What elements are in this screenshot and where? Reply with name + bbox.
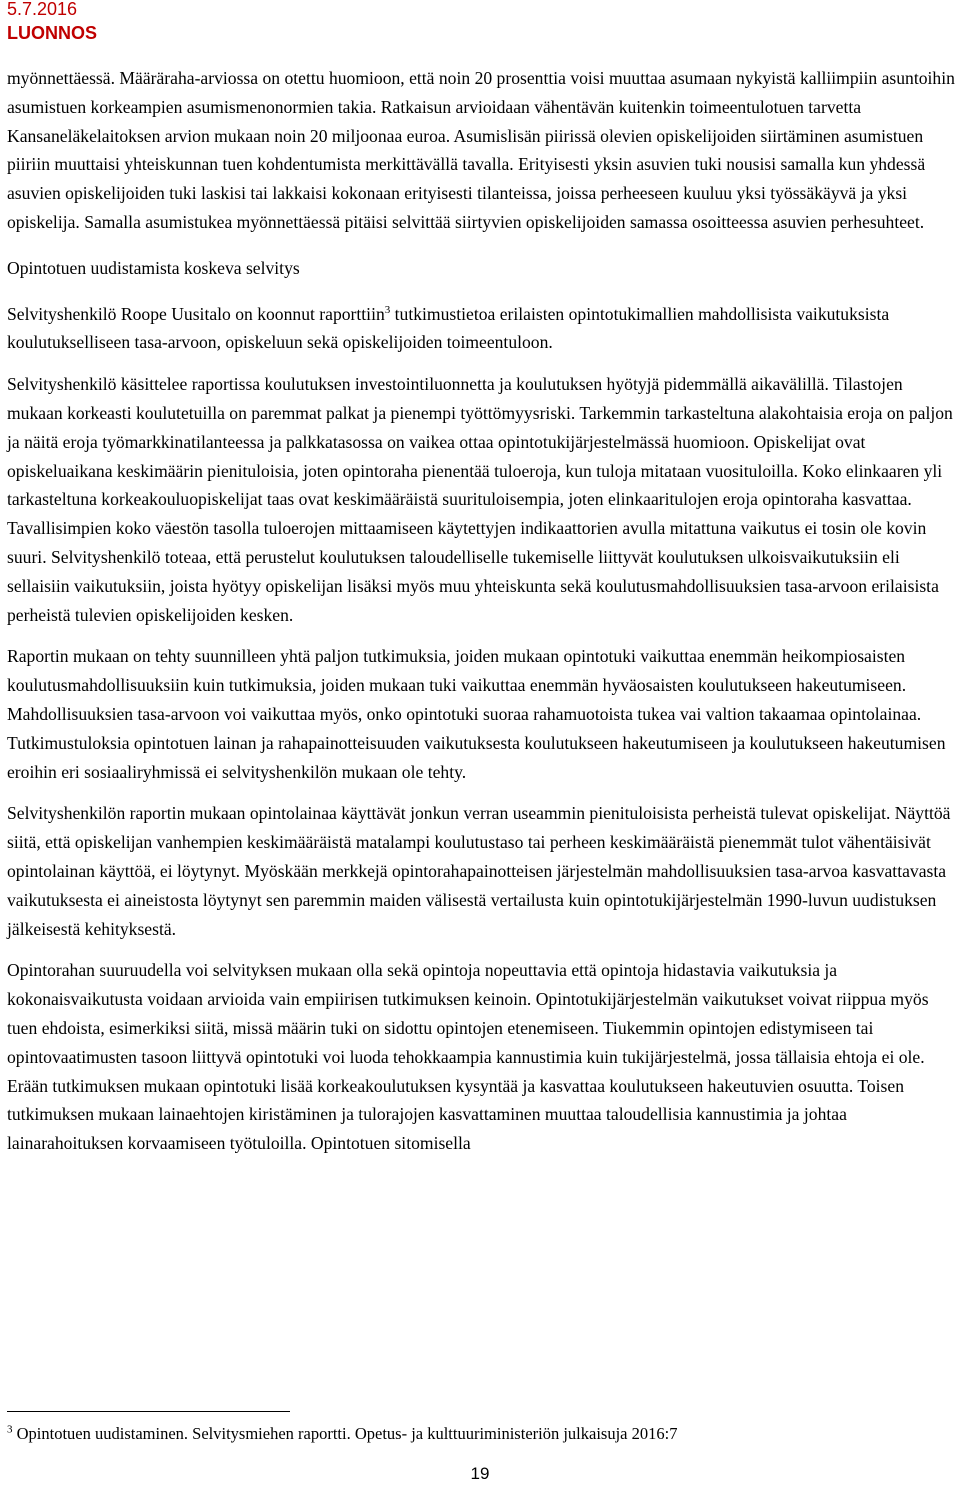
page-number: 19: [470, 1464, 490, 1483]
paragraph-research-findings: Raportin mukaan on tehty suunnilleen yhtä paljon tutkimuksia, joiden mukaan opintotuki vaikuttaa enemmän heikompiosaisten koulutusmahdollisuuksiin kuin tutkimuksia, joiden mukaan tuki vaikuttaa enemmän hyväosaisten koulutukseen hakeutumiseen. Mahdollisuuksien tasa-arvoon voi vaikuttaa myös, onko opintotuki suoraa rahamuotoista tukea vai valtion takaamaa opintolainaa. Tutkimustuloksia opintotuen lainan ja rahapainotteisuuden vaikutuksesta koulutukseen hakeutumiseen ja koulutukseen hakeutumisen eroihin eri sosiaaliryhmissä ei selvityshenkilön mukaan ole tehty.: [7, 646, 946, 782]
footnote-reference: 3: [384, 303, 391, 316]
section-heading: Opintotuen uudistamista koskeva selvitys: [7, 257, 300, 278]
paragraph-report-intro: [7, 300, 955, 358]
footnote: [7, 1423, 955, 1445]
document-body: [7, 64, 955, 1158]
footnote-number: 3: [7, 1423, 13, 1436]
paragraph-investment-nature: Selvityshenkilö käsittelee raportissa koulutuksen investointiluonnetta ja koulutuksen hyötyjä pidemmällä aikavälillä. Tilastojen mukaan korkeasti koulutetuilla on paremmat palkat ja pienempi työttömyysriski. Tarkemmin tarkasteltuna alakohtaisia eroja on paljon ja näitä eroja työmarkkinatilanteessa ja palkkatasossa on vaikea ottaa opintotukijärjestelmässä huomioon. Opiskelijat ovat opiskeluaikana keskimäärin pienituloisia, joten opintoraha pienentää tuloeroja, kun tuloja mitataan vuosituloilla. Koko elinkaaren yli tarkasteltuna korkeakouluopiskelijat taas ovat keskimääräistä suurituloisempia, joten elinkaaritulojen eroja opintoraha kasvattaa. Tavallisimpien koko väestön tasolla tuloerojen mittaamiseen käytettyjen indikaattorien avulla mitattuna vaikutus ei tosin ole kovin suuri. Selvityshenkilö toteaa, että perustelut koulutuksen taloudelliselle tukemiselle liittyvät koulutuksen ulkoisvaikutuksiin eli sellaisiin vaikutuksiin, joista hyötyy opiskelijan lisäksi myös muu yhteiskunta sekä koulutusmahdollisuuksien tasa-arvoon erilaisista perheistä tulevien opiskelijoiden kesken.: [7, 374, 953, 625]
paragraph-grant-effects: Opintorahan suuruudella voi selvityksen mukaan olla sekä opintoja nopeuttavia että opintoja hidastavia vaikutuksia ja kokonaisvaikutusta voidaan arvioida vain empiirisen tutkimuksen keinoin. Opintotukijärjestelmän vaikutukset voivat riippua myös tuen ehdoista, esimerkiksi siitä, missä määrin tuki on sidottu opintojen etenemiseen. Tiukemmin opintojen edistymiseen tai opintovaatimusten tasoon liittyvä opintotuki voi luoda tehokkaampia kannustimia kuin tukijärjestelmä, jossa tällaisia ehtoja ei ole. Erään tutkimuksen mukaan opintotuki lisää korkeakoulutuksen kysyntää ja kasvattaa koulutukseen hakeutuvien osuutta. Toisen tutkimuksen mukaan lainaehtojen kiristäminen ja tulorajojen kasvattaminen muuttaa taloudellisia kannustimia ja johtaa lainarahoituksen korvaamiseen työtuloilla. Opintotuen sitomisella: [7, 960, 929, 1154]
paragraph-study-loans: Selvityshenkilön raportin mukaan opintolainaa käyttävät jonkun verran useammin pienituloisista perheistä tulevat opiskelijat. Näyttöä siitä, että opiskelijan vanhempien keskimääräistä matalampi koulutustaso tai perheen keskimääräistä pienemmät tulot vähentäisivät opintolainan käyttöä, ei löytynyt. Myöskään merkkejä opintorahapainotteisen järjestelmän mahdollisuuksien tasa-arvoa kasvattavasta vaikutuksesta ei aineistosta löytynyt sen paremmin maiden välisestä vertailusta kuin opintotukijärjestelmän 1990-luvun uudistuksen jälkeisestä kehityksestä.: [7, 803, 951, 939]
footnote-text: Opintotuen uudistaminen. Selvitysmiehen raportti. Opetus- ja kulttuuriministeriön julkaisuja 2016:7: [12, 1424, 678, 1443]
paragraph-report-intro-text: Selvityshenkilö Roope Uusitalo on koonnut raporttiin: [7, 303, 385, 324]
paragraph-report-intro-text-cont: tutkimustietoa erilaisten opintotukimallien mahdollisista vaikutuksista koulutukselliseen tasa-arvoon, opiskeluun sekä opiskelijoiden toimeentuloon.: [7, 303, 890, 353]
paragraph-housing-allowance: myönnettäessä. Määräraha-arviossa on otettu huomioon, että noin 20 prosenttia voisi muuttaa asumaan nykyistä kalliimpiin asuntoihin asumistuen korkeampien asumismenonormien takia. Ratkaisun arvioidaan vähentävän kuitenkin toimeentulotuen tarvetta Kansaneläkelaitoksen arvion mukaan noin 20 miljoonaa euroa. Asumislisän piirissä olevien opiskelijoiden siirtäminen asumistuen piiriin muuttaisi yhteiskunnan tuen kohdentumista merkittävällä tavalla. Erityisesti yksin asuvien tuki nousisi samalla kun yhdessä asuvien opiskelijoiden tuki laskisi tai lakkaisi kokonaan erityisesti tilanteissa, joissa perheeseen kuuluu yksi työssäkäyvä ja yksi opiskelija. Samalla asumistukea myönnettäessä pitäisi selvittää siirtyvien opiskelijoiden samassa osoitteessa asuvien perhesuhteet.: [7, 68, 955, 232]
header-draft-label: LUONNOS: [7, 23, 97, 43]
header-date: 5.7.2016: [7, 0, 78, 19]
footnote-separator: [7, 1411, 290, 1412]
